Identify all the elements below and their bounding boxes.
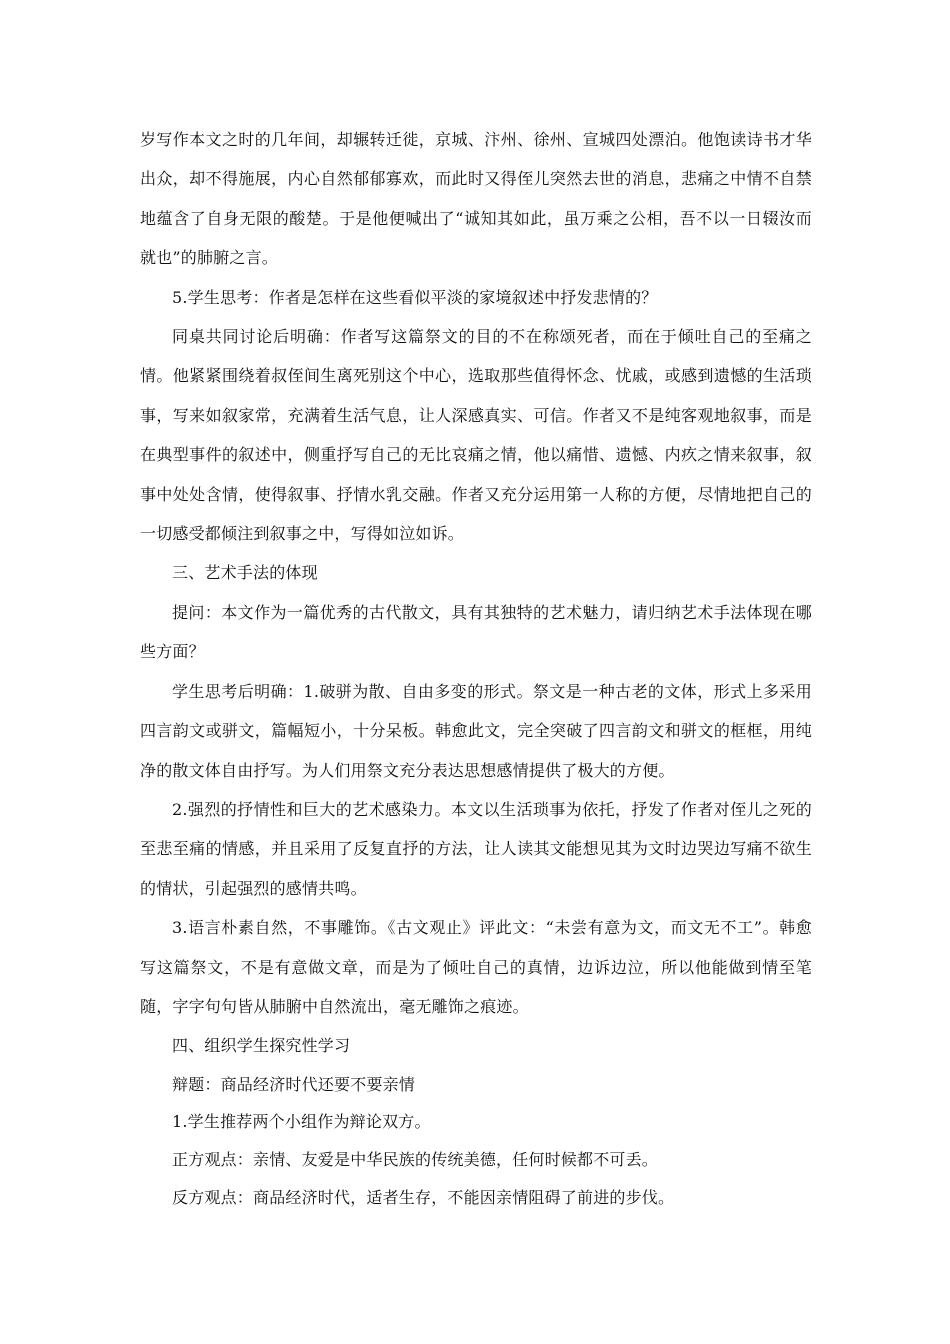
debate-con-view: 反方观点：商品经济时代，适者生存，不能因亲情阻碍了前进的步伐。 [172,1187,675,1207]
art-point-1: 学生思考后明确：1.破骈为散、自由多变的形式。祭文是一种古老的文体，形式上多采用四言韵文或骈文，篇幅短小，十分呆板。韩愈此文，完全突破了四言韵文和骈文的框框，用纯净的散文体自由抒写。为人们用祭文充分表达思想感情提供了极大的方便。 [140,681,812,780]
section-heading-art-techniques: 三、艺术手法的体现 [172,563,318,583]
debate-step-1: 1.学生推荐两个小组作为辩论双方。 [172,1112,431,1132]
question-5: 5.学生思考：作者是怎样在这些看似平淡的家境叙述中抒发悲情的？ [172,287,658,307]
debate-pro-view: 正方观点：亲情、友爱是中华民族的传统美德，任何时候都不可丢。 [172,1149,659,1169]
paragraph-continuation: 岁写作本文之时的几年间，却辗转迁徙，京城、汴州、徐州、宣城四处漂泊。他饱读诗书才华出众，却不得施展，内心自然郁郁寡欢，而此时又得侄儿突然去世的消息，悲痛之中情不自禁地蕴含了自身无限的酸楚。于是他便喊出了“诚知其如此，虽万乘之公相，吾不以一日辍汝而就也”的肺腑之言。 [140,130,812,268]
answer-5: 同桌共同讨论后明确：作者写这篇祭文的目的不在称颂死者，而在于倾吐自己的至痛之情。他紧紧围绕着叔侄间生离死别这个中心，选取那些值得怀念、忧戚，或感到遗憾的生活琐事，写来如叙家常，充满着生活气息，让人深感真实、可信。作者又不是纯客观地叙事，而是在典型事件的叙述中，侧重抒写自己的无比哀痛之情，他以痛惜、遗憾、内疚之情来叙事，叙事中处处含情，使得叙事、抒情水乳交融。作者又充分运用第一人称的方便，尽情地把自己的一切感受都倾注到叙事之中，写得如泣如诉。 [140,327,812,544]
art-point-3: 3.语言朴素自然，不事雕饰。《古文观止》评此文：“未尝有意为文，而文无不工”。韩愈写这篇祭文，不是有意做文章，而是为了倾吐自己的真情，边诉边泣，所以他能做到情至笔随，字字句句皆从肺腑中自然流出，毫无雕饰之痕迹。 [140,918,812,1016]
debate-topic: 辩题：商品经济时代还要不要亲情 [172,1074,416,1094]
art-techniques-question: 提问：本文作为一篇优秀的古代散文，具有其独特的艺术魅力，请归纳艺术手法体现在哪些方面？ [140,602,812,662]
section-heading-inquiry-learning: 四、组织学生探究性学习 [172,1036,351,1056]
document-body [140,120,812,1216]
art-point-2: 2.强烈的抒情性和巨大的艺术感染力。本文以生活琐事为依托，抒发了作者对侄儿之死的至悲至痛的情感，并且采用了反复直抒的方法，让人读其文能想见其为文时边哭边写痛不欲生的情状，引起强烈的感情共鸣。 [140,799,812,898]
